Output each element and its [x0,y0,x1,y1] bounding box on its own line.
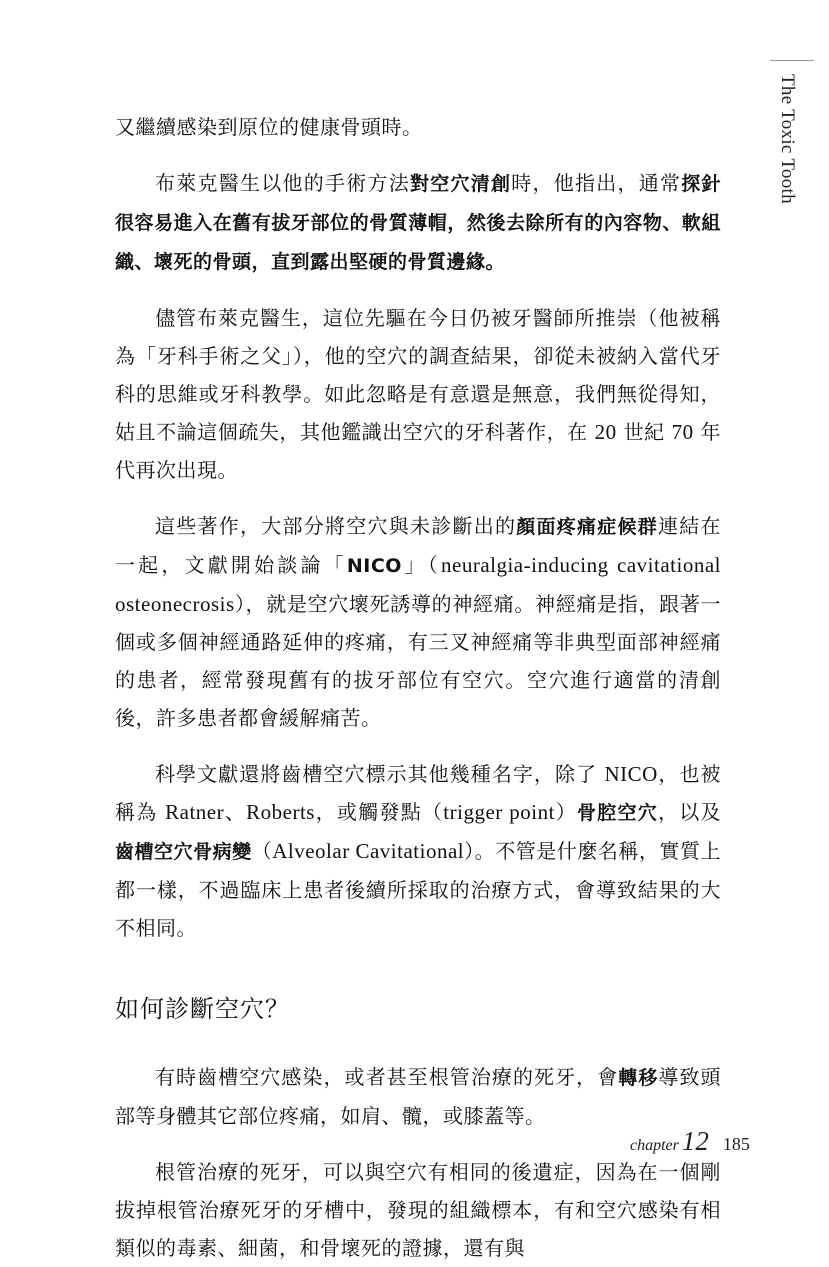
paragraph-1 [115,108,721,146]
latin-term: trigger point [443,800,555,824]
emphasis-text: 轉移 [618,1067,659,1089]
page-body [115,108,721,1267]
section-heading: 如何診斷空穴？ [115,995,290,1023]
paragraph-7 [115,1153,721,1267]
running-title: The Toxic Tooth [777,74,798,204]
chapter-number: 12 [681,1126,709,1156]
paragraph-text: 世紀 [616,420,672,444]
paragraph-text: 又繼續感染到原位的健康骨頭時。 [115,115,423,139]
paragraph-text: 有時齒槽空穴感染，或者甚至根管治療的死牙，會 [155,1065,619,1089]
paragraph-text: （ [251,839,273,863]
paragraph-text: ，或觸發點（ [314,800,444,824]
paragraph-5 [115,755,721,947]
paragraph-text: 儘管布萊克醫生，這位先驅在今日仍被牙醫師所推崇（他被稱為「牙科手術之父」），他的空穴的調查結果，卻從未被納入當代牙科的思維或牙科教學。如此忽略是有意還是無意，我們無從得知，姑且不論這個疏失，其他鑑識出空穴的牙科著作，在 [115,306,721,444]
paragraph-text: 這些著作，大部分將空穴與未診斷出的 [155,514,517,538]
emphasis-text: 骨腔空穴 [576,802,658,824]
emphasis-text: 探針很容易進入在舊有拔牙部位的骨質薄帽，然後去除所有的內容物、軟組織、壞死的骨頭，直到露出堅硬的骨質邊緣。 [115,173,721,273]
latin-term: Roberts [246,800,315,824]
paragraph-text: 科學文獻還將齒槽空穴標示其他幾種名字，除了 [155,762,605,786]
emphasis-text: 顏面疼痛症候群 [516,516,658,538]
paragraph-text: 、 [224,800,247,824]
emphasis-text: NICO [346,555,402,577]
paragraph-text: 」（ [401,553,441,577]
paragraph-text: 導致頭部等身體其它部位疼痛，如肩、髖，或膝蓋等。 [115,1065,722,1128]
paragraph-2 [115,164,721,281]
paragraph-text: ，也被稱為 [115,762,721,824]
paragraph-3 [115,299,721,489]
latin-term: Alveolar Cavitational [272,839,465,863]
paragraph-text: 根管治療的死牙，可以與空穴有相同的後遺症，因為在一個剛拔掉根管治療死牙的牙槽中，發現的組織標本，有和空穴感染有相類似的毒素、細菌，和骨壞死的證據，還有與 [115,1160,721,1260]
paragraph-text: ） [554,800,577,824]
latin-term: NICO [604,762,658,786]
page-number: 185 [722,1134,750,1154]
latin-term: Ratner [165,800,225,824]
emphasis-text: 齒槽空穴骨病變 [115,841,252,863]
number-text: 70 [671,420,694,444]
number-text: 20 [594,420,617,444]
paragraph-text: ，以及 [657,800,721,824]
latin-term: neuralgia-inducing cavitational osteonecrosis [115,553,721,616]
paragraph-text: 時，他指出，通常 [511,171,682,195]
paragraph-6 [115,1058,721,1135]
paragraph-text: ）。不管是什麼名稱，實質上都一樣，不過臨床上患者後續所採取的治療方式，會導致結果的大不相同。 [115,839,721,940]
paragraph-text: ），就是空穴壞死誘導的神經痛。神經痛是指，跟著一個或多個神經通路延伸的疼痛，有三叉神經痛等非典型面部神經痛的患者，經常發現舊有的拔牙部位有空穴。空穴進行適當的清創後，許多患者都會緩解痛苦。 [115,592,721,730]
chapter-label: chapter [630,1137,679,1154]
paragraph-text: 連結在一起，文獻開始談論「 [115,514,721,577]
emphasis-text: 對空穴清創 [410,173,512,195]
paragraph-4 [115,507,721,737]
paragraph-text: 年代再次出現。 [115,420,722,482]
paragraph-text: 布萊克醫生以他的手術方法 [155,171,410,195]
page-footer [630,1126,750,1157]
